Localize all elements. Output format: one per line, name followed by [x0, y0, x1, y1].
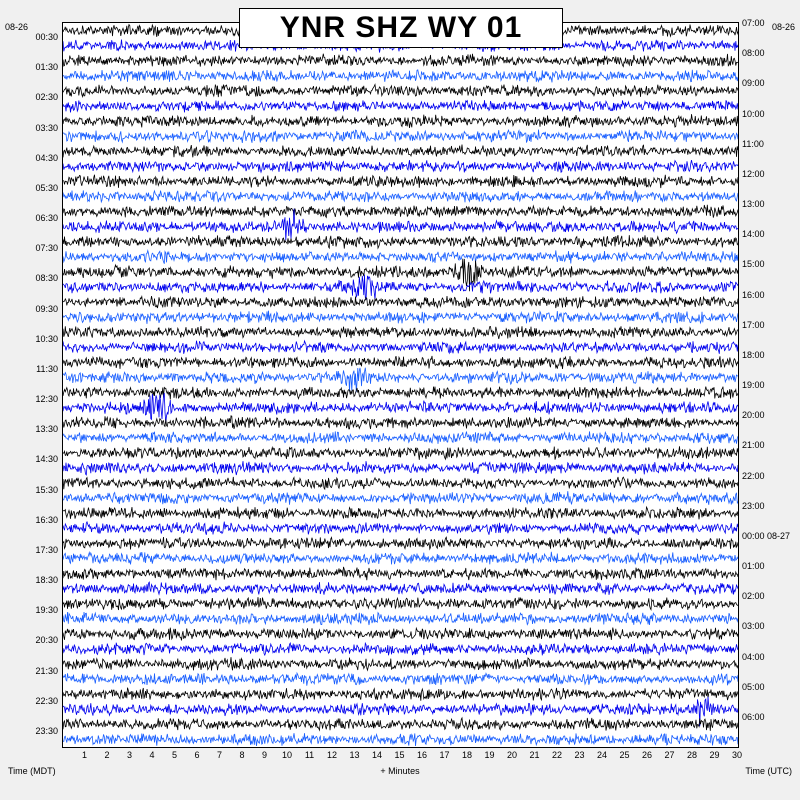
y-tick-left: 04:30: [35, 152, 58, 163]
x-tick: 2: [104, 750, 110, 760]
x-tick: 3: [126, 750, 132, 760]
seismic-trace: [63, 582, 738, 595]
x-axis-left-title: Time (MDT): [8, 766, 56, 776]
y-tick-left: 17:30: [35, 544, 58, 555]
x-tick: 24: [596, 750, 607, 760]
x-tick: 27: [664, 750, 675, 760]
x-tick: 30: [731, 750, 742, 760]
y-tick-right: 23:00: [742, 500, 765, 511]
y-tick-left: 10:30: [35, 333, 58, 344]
x-tick: 28: [686, 750, 697, 760]
y-tick-right: 21:00: [742, 440, 765, 451]
seismic-trace: [63, 175, 738, 188]
seismic-trace: [63, 393, 738, 423]
seismic-trace: [63, 718, 738, 731]
y-tick-left: 11:30: [36, 363, 58, 374]
x-tick: 18: [461, 750, 472, 760]
seismic-trace: [63, 643, 738, 656]
y-tick-right: 12:00: [742, 168, 765, 179]
x-tick: 16: [416, 750, 427, 760]
y-tick-left: 19:30: [35, 605, 58, 616]
y-tick-right: 17:00: [742, 319, 765, 330]
y-tick-left: 18:30: [35, 575, 58, 586]
y-tick-left: 21:30: [35, 665, 58, 676]
x-tick: 19: [484, 750, 495, 760]
seismic-trace: [63, 190, 738, 202]
x-tick: 13: [349, 750, 360, 760]
y-tick-left: 16:30: [35, 514, 58, 525]
y-tick-right: 19:00: [742, 380, 765, 390]
seismic-trace: [63, 205, 738, 218]
x-tick: 4: [149, 750, 155, 760]
y-tick-right: 08:00: [742, 48, 765, 59]
y-tick-left: 08:30: [35, 273, 58, 284]
date-label-right: 08-26: [771, 22, 795, 32]
x-tick: 8: [239, 750, 245, 760]
seismic-trace: [63, 416, 738, 429]
y-tick-right: 13:00: [742, 199, 765, 209]
y-tick-right: 18:00: [742, 349, 765, 360]
seismic-trace: [63, 145, 738, 158]
y-tick-left: 23:30: [35, 725, 58, 736]
y-tick-right: 01:00: [742, 561, 765, 571]
x-axis-title: + Minutes: [380, 766, 420, 776]
y-tick-left: 00:30: [35, 32, 58, 43]
y-tick-right: 14:00: [742, 229, 765, 240]
seismic-trace: [63, 491, 738, 505]
x-tick: 15: [394, 750, 405, 760]
seismic-trace: [63, 85, 738, 98]
y-tick-right: 05:00: [742, 681, 765, 692]
y-tick-right: 02:00: [742, 591, 765, 602]
x-tick: 21: [529, 750, 540, 760]
seismic-trace: [63, 130, 738, 143]
x-tick: 11: [304, 750, 315, 760]
date-label-left: 08-26: [5, 22, 29, 32]
seismic-trace: [63, 275, 738, 300]
y-tick-right: 09:00: [742, 78, 765, 89]
seismic-trace: [63, 567, 738, 580]
x-tick: 7: [216, 750, 222, 760]
seismic-trace: [63, 114, 738, 128]
y-tick-right: 11:00: [742, 138, 764, 149]
seismic-trace: [63, 160, 738, 172]
seismic-trace: [63, 326, 738, 339]
x-tick: 25: [619, 750, 630, 760]
seismic-trace: [63, 597, 738, 610]
y-tick-left: 01:30: [35, 62, 58, 73]
y-tick-right: 06:00: [742, 711, 765, 722]
trace-group: [63, 23, 738, 747]
y-tick-left: 03:30: [35, 122, 58, 133]
x-tick: 26: [641, 750, 652, 760]
x-tick: 6: [194, 750, 200, 760]
seismic-trace: [63, 688, 738, 701]
y-tick-right: 20:00: [742, 410, 765, 421]
seismic-trace: [63, 54, 738, 67]
y-tick-left: 06:30: [35, 213, 58, 224]
y-tick-left: 02:30: [35, 92, 58, 103]
seismic-trace: [63, 446, 738, 460]
seismic-trace: [63, 100, 738, 112]
page-title: YNR SHZ WY 01: [239, 8, 563, 48]
y-tick-left: 20:30: [35, 635, 58, 646]
y-tick-left: 05:30: [35, 182, 58, 193]
y-tick-right: 15:00: [742, 259, 765, 270]
seismic-trace: [63, 235, 738, 249]
y-tick-left: 09:30: [35, 303, 58, 314]
seismic-trace: [63, 461, 738, 475]
x-tick: 1: [81, 750, 87, 760]
seismic-trace: [63, 311, 738, 324]
x-tick: 22: [551, 750, 562, 760]
seismogram-canvas: [62, 22, 739, 748]
seismic-trace: [63, 733, 738, 746]
x-tick: 5: [171, 750, 177, 760]
y-tick-left: 13:30: [35, 424, 58, 435]
y-tick-right: 03:00: [742, 621, 765, 632]
seismic-trace: [63, 250, 738, 263]
y-tick-left: 12:30: [35, 394, 58, 405]
seismic-trace: [63, 431, 738, 444]
y-tick-right: 22:00: [742, 470, 765, 481]
y-tick-left: 07:30: [35, 243, 58, 254]
seismic-trace: [63, 507, 738, 520]
y-tick-right: 00:00 08-27: [742, 530, 791, 541]
x-axis-right-title: Time (UTC): [745, 766, 792, 776]
seismic-trace: [63, 657, 738, 670]
seismic-trace: [63, 477, 738, 489]
x-tick: 29: [709, 750, 720, 760]
x-tick: 12: [326, 750, 337, 760]
x-tick: 23: [574, 750, 585, 760]
seismic-trace: [63, 612, 738, 625]
x-tick: 17: [439, 750, 450, 760]
y-tick-right: 10:00: [742, 108, 765, 119]
seismic-trace: [63, 628, 738, 641]
seismic-trace: [63, 537, 738, 550]
y-tick-left: 15:30: [35, 484, 58, 495]
seismic-trace: [63, 673, 738, 686]
seismic-trace: [63, 296, 738, 308]
y-tick-left: 22:30: [35, 695, 58, 706]
y-tick-right: 07:00: [742, 18, 765, 28]
seismic-trace: [63, 341, 738, 354]
seismic-trace: [63, 70, 738, 83]
y-tick-right: 16:00: [742, 289, 765, 300]
x-tick: 20: [506, 750, 517, 760]
x-tick: 10: [281, 750, 292, 760]
y-tick-left: 14:30: [35, 454, 58, 465]
x-tick: 9: [261, 750, 267, 760]
x-tick: 14: [371, 750, 382, 760]
y-tick-right: 04:00: [742, 651, 765, 662]
seismic-trace: [63, 356, 738, 369]
seismic-trace: [63, 522, 738, 535]
seismic-trace: [63, 552, 738, 565]
